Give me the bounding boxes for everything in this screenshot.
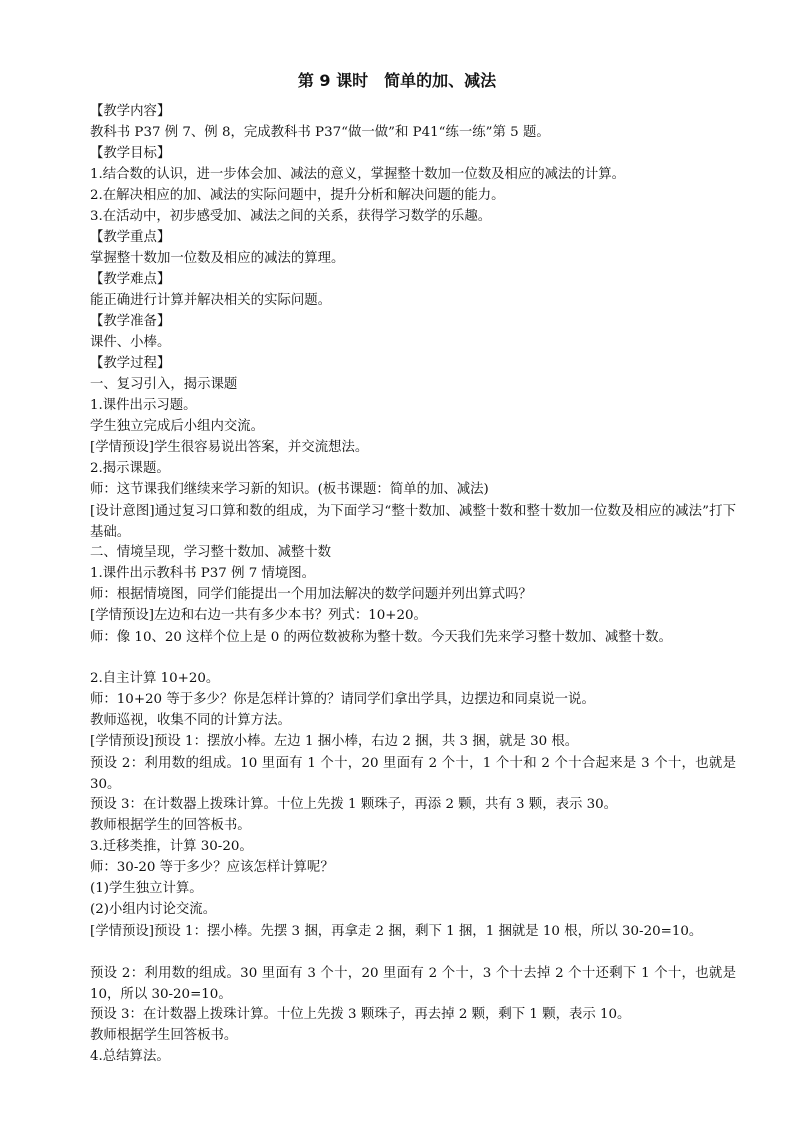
paragraph: 2.揭示课题。 [90, 461, 170, 476]
paragraph: 4.总结算法。 [90, 1049, 170, 1064]
paragraph: 师：30-20 等于多少？应该怎样计算呢？ [90, 860, 334, 875]
paragraph: 教科书 P37 例 7、例 8，完成教科书 P37“做一做”和 P41“练一练”第 5 题。 [90, 125, 550, 140]
paragraph: 1.结合数的认识，进一步体会加、减法的意义，掌握整十数加一位数及相应的减法的计算。 [90, 167, 626, 182]
paragraph: [学情预设]预设 1：摆放小棒。左边 1 捆小棒，右边 2 捆，共 3 捆，就是 30 根。 [90, 734, 579, 749]
paragraph: [学情预设]左边和右边一共有多少本书？列式：10+20。 [90, 608, 427, 623]
paragraph: 教师根据学生的回答板书。 [90, 818, 251, 833]
paragraph: 师：这节课我们继续来学习新的知识。(板书课题：简单的加、减法) [90, 482, 489, 497]
section-heading: 【教学难点】 [90, 272, 171, 287]
paragraph: 预设 2：利用数的组成。30 里面有 3 个十，20 里面有 2 个十，3 个十去掉 2 个十还剩下 1 个十，也就是 10，所以 30-20=10。 [90, 966, 736, 1002]
section-heading: 【教学目标】 [90, 146, 171, 161]
paragraph: [学情预设]预设 1：摆小棒。先摆 3 捆，再拿走 2 捆，剩下 1 捆，1 捆就是 10 根，所以 30-20=10。 [90, 924, 703, 939]
paragraph: [学情预设]学生很容易说出答案，并交流想法。 [90, 440, 369, 455]
paragraph: 学生独立完成后小组内交流。 [90, 419, 265, 434]
paragraph: 教师根据学生回答板书。 [90, 1028, 238, 1043]
paragraph: [设计意图]通过复习口算和数的组成，为下面学习“整十数加、减整十数和整十数加一位数及相应的减法”打下基础。 [90, 504, 736, 540]
paragraph: 2.自主计算 10+20。 [90, 671, 220, 686]
paragraph: (1)学生独立计算。 [90, 881, 203, 896]
paragraph: 师：10+20 等于多少？你是怎样计算的？请同学们拿出学具，边摆边和同桌说一说。 [90, 692, 595, 707]
paragraph: 1.课件出示教科书 P37 例 7 情境图。 [90, 566, 316, 581]
paragraph: 3.在活动中，初步感受加、减法之间的关系，获得学习数学的乐趣。 [90, 209, 492, 224]
paragraph: 课件、小棒。 [90, 335, 171, 350]
paragraph: 师：像 10、20 这样个位上是 0 的两位数被称为整十数。今天我们先来学习整十数加、减整十数。 [90, 630, 672, 645]
paragraph: 师：根据情境图，同学们能提出一个用加法解决的数学问题并列出算式吗？ [90, 587, 532, 602]
paragraph: 一、复习引入，揭示课题 [90, 377, 238, 392]
paragraph: 3.迁移类推，计算 30-20。 [90, 839, 253, 854]
paragraph: 1.课件出示习题。 [90, 398, 197, 413]
paragraph: 预设 3：在计数器上拨珠计算。十位上先拨 1 颗珠子，再添 2 颗，共有 3 颗，表示 30。 [90, 797, 618, 812]
section-heading: 【教学内容】 [90, 104, 171, 119]
section-heading: 【教学重点】 [90, 230, 171, 245]
paragraph: 掌握整十数加一位数及相应的减法的算理。 [90, 251, 345, 266]
paragraph: 预设 3：在计数器上拨珠计算。十位上先拨 3 颗珠子，再去掉 2 颗，剩下 1 颗，表示 10。 [90, 1007, 631, 1022]
paragraph: 二、情境呈现，学习整十数加、减整十数 [90, 545, 332, 560]
section-heading: 【教学准备】 [90, 314, 171, 329]
paragraph: (2)小组内讨论交流。 [90, 902, 217, 917]
paragraph: 预设 2：利用数的组成。10 里面有 1 个十，20 里面有 2 个十，1 个十和 2 个十合起来是 3 个十，也就是 30。 [90, 756, 736, 792]
paragraph: 能正确进行计算并解决相关的实际问题。 [90, 293, 332, 308]
paragraph: 2.在解决相应的加、减法的实际问题中，提升分析和解决问题的能力。 [90, 188, 505, 203]
section-heading: 【教学过程】 [90, 356, 171, 371]
paragraph: 教师巡视，收集不同的计算方法。 [90, 713, 291, 728]
lesson-title: 第 9 课时 简单的加、减法 [297, 71, 497, 90]
